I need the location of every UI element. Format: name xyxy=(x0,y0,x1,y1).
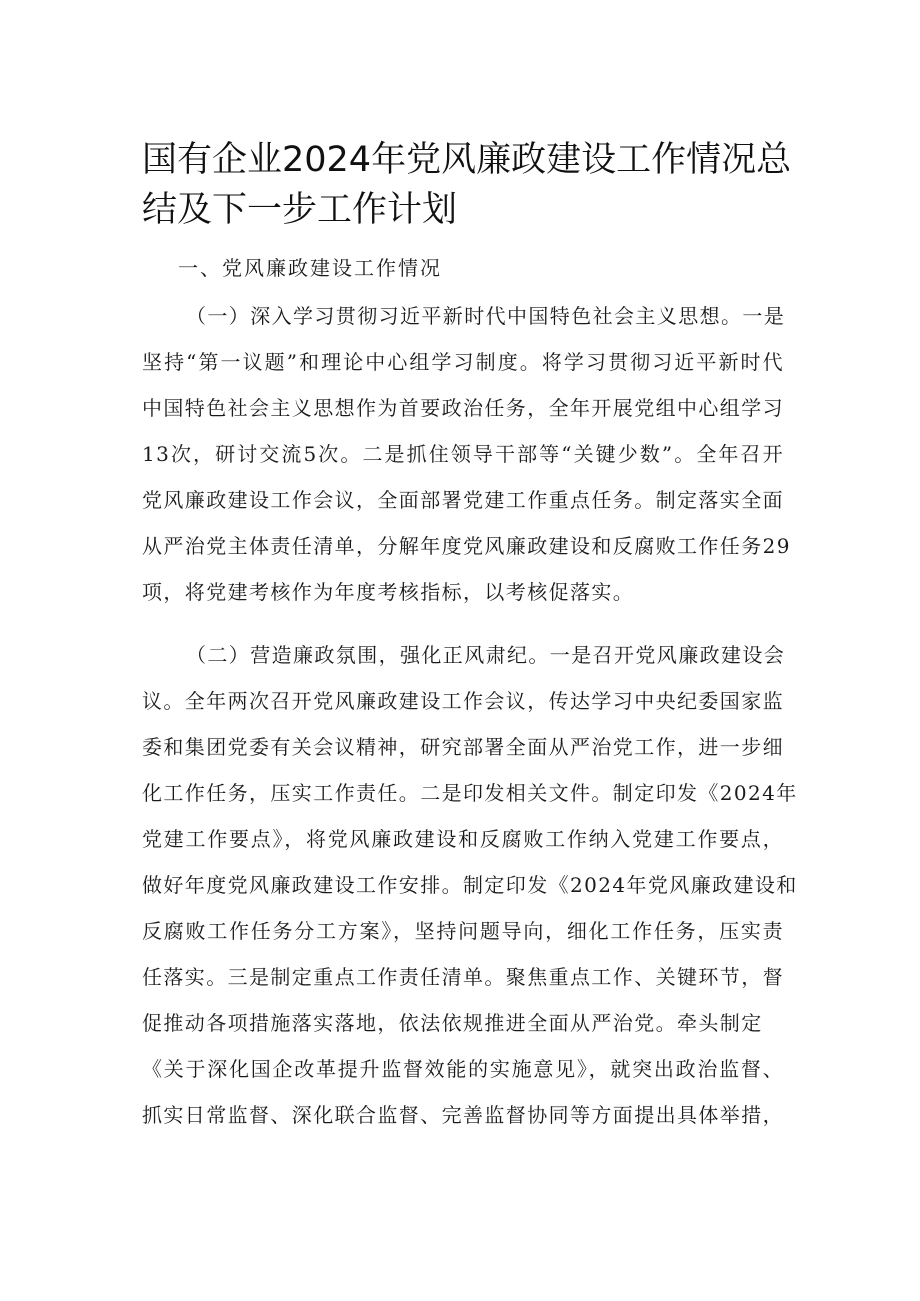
paragraph-line: 促推动各项措施落实落地，依法依规推进全面从严治党。牵头制定 xyxy=(142,1011,763,1035)
title-line: 国有企业2024年党风廉政建设工作情况总 xyxy=(142,140,792,180)
paragraph-line: 党风廉政建设工作会议，全面部署党建工作重点任务。制定落实全面 xyxy=(142,488,784,512)
section-heading: 一、党风廉政建设工作情况 xyxy=(178,256,442,280)
paragraph-line: 做好年度党风廉政建设工作安排。制定印发《2024年党风廉政建设和 xyxy=(142,873,798,897)
document-title xyxy=(142,135,792,235)
paragraph-line: 反腐败工作任务分工方案》，坚持问题导向，细化工作任务，压实责 xyxy=(142,919,784,943)
paragraph-line: 议。全年两次召开党风廉政建设工作会议，传达学习中央纪委国家监 xyxy=(142,689,784,713)
paragraph-line: 《关于深化国企改革提升监督效能的实施意见》，就突出政治监督、 xyxy=(142,1057,784,1081)
paragraph-line: 抓实日常监督、深化联合监督、完善监督协同等方面提出具体举措， xyxy=(142,1103,784,1127)
paragraph-line: 任落实。三是制定重点工作责任清单。聚焦重点工作、关键环节，督 xyxy=(142,965,784,989)
paragraph-line: 项，将党建考核作为年度考核指标，以考核促落实。 xyxy=(142,580,635,604)
paragraph-line: 委和集团党委有关会议精神，研究部署全面从严治党工作，进一步细 xyxy=(142,735,784,759)
title-line: 结及下一步工作计划 xyxy=(142,190,458,230)
paragraph-line: 党建工作要点》，将党风廉政建设和反腐败工作纳入党建工作要点， xyxy=(142,827,784,851)
paragraph-line: 13次，研讨交流5次。二是抓住领导干部等“关键少数”。全年召开 xyxy=(142,442,784,466)
paragraph-line: 化工作任务，压实工作责任。二是印发相关文件。制定印发《2024年 xyxy=(142,781,798,805)
paragraph-2 xyxy=(142,632,798,1138)
paragraph-line: 中国特色社会主义思想作为首要政治任务，全年开展党组中心组学习 xyxy=(142,396,784,420)
paragraph-line: （一）深入学习贯彻习近平新时代中国特色社会主义思想。一是 xyxy=(186,304,786,328)
paragraph-line: （二）营造廉政氛围，强化正风肃纪。一是召开党风廉政建设会 xyxy=(186,643,786,667)
paragraph-line: 从严治党主体责任清单，分解年度党风廉政建设和反腐败工作任务29 xyxy=(142,534,791,558)
paragraph-line: 坚持“第一议题”和理论中心组学习制度。将学习贯彻习近平新时代 xyxy=(142,350,784,374)
paragraph-1 xyxy=(142,293,791,615)
